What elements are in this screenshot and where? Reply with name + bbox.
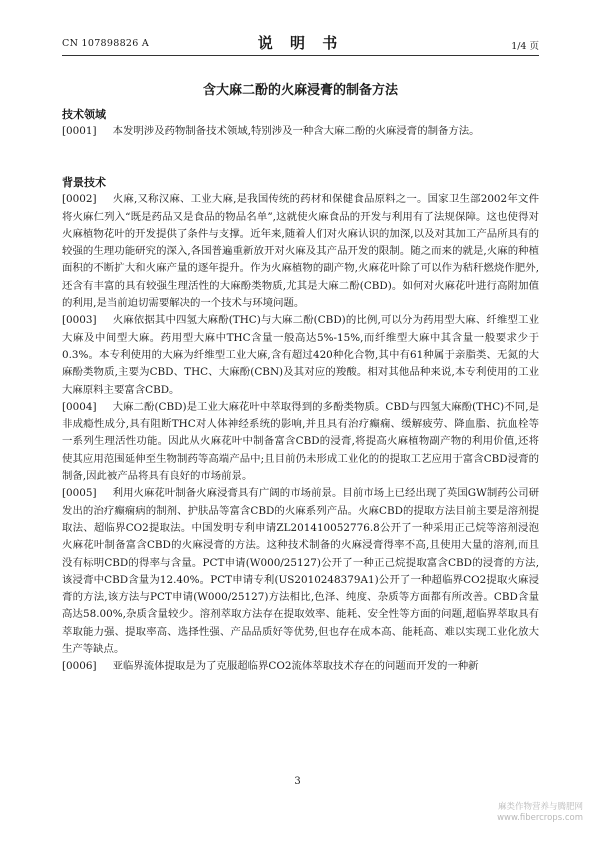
page-indicator: 1/4 页 (511, 41, 539, 52)
paragraph-0004 (62, 399, 539, 485)
header-rule (62, 55, 539, 56)
document-body (62, 106, 539, 676)
paragraph-text: 本发明涉及药物制备技术领域,特别涉及一种含大麻二酚的火麻浸膏的制备方法。 (112, 125, 480, 137)
paragraph-number: [0003] (62, 314, 97, 327)
paragraph-text: 火麻依据其中四氢大麻酚(THC)与大麻二酚(CBD)的比例,可以分为药用型大麻、纤维型工业大麻及中间型大麻。药用型大麻中THC含量一般高达5%-15%,而纤维型大麻中其含量一般要求少于0.3%。本专利使用的大麻为纤维型工业大麻,含有超过420种化合物,其中有61种属于亲脂类、无氮的大麻酚类物质,主要为CBD、THC、大麻酚(CBN)及其对应的羧酸。相对其他品种来说,本专利使用的工业大麻原料主要富含CBD。 (62, 314, 539, 396)
paragraph-0001 (62, 123, 539, 140)
document-type: 说 明 书 (257, 34, 344, 52)
paragraph-text: 亚临界流体提取是为了克服超临界CO2流体萃取技术存在的问题而开发的一种新 (112, 660, 479, 673)
paragraph-number: [0005] (62, 487, 97, 500)
patent-number: CN 107898826 A (62, 38, 150, 49)
section-heading-tech-field: 技术领域 (62, 108, 106, 121)
paragraph-text: 大麻二酚(CBD)是工业大麻花叶中萃取得到的多酚类物质。CBD与四氢大麻酚(THC)不同,是非成瘾性成分,具有阻断THC对人体神经系统的影响,并且具有治疗癫痫、缓解疲劳、降血脂、抗血栓等一系列生理活性功能。因此从火麻花叶中制备富含CBD的浸膏,将提高火麻植物副产物的利用价值,还将使其应用范围延伸至生物制药等高端产品中;且目前仍未形成工业化的的提取工艺应用于富含CBD浸膏的制备,因此被产品将具有良好的市场前景。 (62, 400, 539, 483)
paragraph-0006 (62, 658, 539, 675)
paragraph-number: [0006] (62, 660, 97, 673)
paragraph-number: [0002] (62, 193, 97, 206)
paragraph-text: 火麻,又称汉麻、工业大麻,是我国传统的药材和保健食品原料之一。国家卫生部2002年文件将火麻仁列入“既是药品又是食品的物品名单”,这就使火麻食品的开发与利用有了法规保障。这也使得对火麻植物花叶的开发提供了条件与支撑。近年来,随着人们对火麻认识的加深,以及对其加工产品所具有的较强的生理功能研究的深入,各国普遍重新放开对火麻及其产品开发的限制。随之而来的就是,火麻的种植面积的不断扩大和火麻产量的逐年提升。作为火麻植物的副产物,火麻花叶除了可以作为秸秆燃烧作肥外,还含有丰富的具有较强生理活性的大麻酚类物质,尤其是大麻二酚(CBD)。如何对火麻花叶进行高附加值的利用,是当前迫切需要解决的一个技术与环境问题。 (62, 193, 539, 310)
page-header (62, 32, 539, 52)
paragraph-0005 (62, 485, 539, 658)
paragraph-number: [0004] (62, 400, 97, 413)
watermark (497, 802, 583, 824)
paragraph-number: [0001] (62, 125, 97, 137)
section-heading-background: 背景技术 (62, 176, 106, 190)
paragraph-text: 利用火麻花叶制备火麻浸膏具有广阔的市场前景。目前市场上已经出现了英国GW制药公司研发出的治疗癫痫病的制剂、护肤品等富含CBD的火麻系列产品。火麻CBD的提取方法目前主要是溶剂提取法、超临界CO2提取法。中国发明专利申请ZL201410052776.8公开了一种采用正己烷等溶剂浸泡火麻花叶制备富含CBD的火麻浸膏的方法。这种技术制备的火麻浸膏得率不高,且使用大量的溶剂,而且没有标明CBD的得率与含量。PCT申请(W000/25127)公开了一种正己烷提取富含CBD的浸膏的方法,该浸膏中CBD含量为12.40%。PCT申请专利(US2010248379A1)公开了一种超临界CO2提取火麻浸膏的方法,该方法与PCT申请(W000/25127)方法相比,色泽、纯度、杂质等方面都有所改善。CBD含量高达58.00%,杂质含量较少。溶剂萃取方法存在提取效率、能耗、安全性等方面的问题,超临界萃取具有萃取能力强、提取率高、选择性强、产品品质好等优势,但也存在成本高、能耗高、难以实现工业化放大生产等缺点。 (62, 487, 539, 656)
watermark-site-name: 麻类作物营养与腾肥网 (497, 802, 583, 812)
paragraph-0003 (62, 312, 539, 398)
paragraph-0002 (62, 191, 539, 312)
document-title: 含大麻二酚的火麻浸膏的制备方法 (202, 83, 398, 98)
watermark-url: www.fibercrops.com (497, 813, 583, 823)
page-number: 3 (294, 776, 301, 787)
